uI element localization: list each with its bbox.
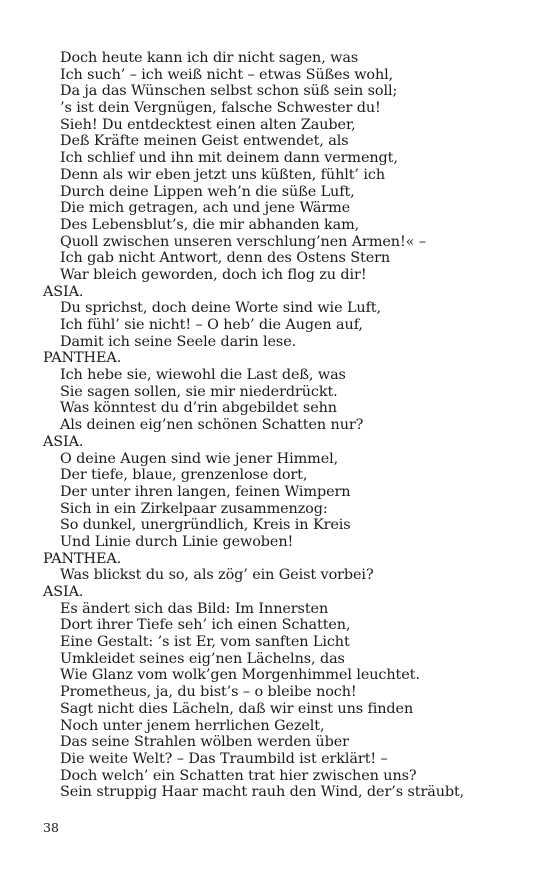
verse-line: Damit ich seine Seele darin lese. bbox=[60, 333, 297, 350]
verse-line: O deine Augen sind wie jener Himmel, bbox=[60, 450, 339, 467]
verse-text-block bbox=[43, 50, 533, 801]
verse-line: Was könntest du d’rin abgebildet sehn bbox=[60, 400, 337, 417]
verse-line: Prometheus, ja, du bist’s – o bleibe noch! bbox=[60, 684, 357, 701]
verse-line: Ich hebe sie, wiewohl die Last deß, was bbox=[60, 367, 346, 384]
verse-line: ’s ist dein Vergnügen, falsche Schwester du! bbox=[60, 100, 381, 117]
verse-line: Sich in ein Zirkelpaar zusammenzog: bbox=[60, 500, 328, 517]
speaker-name: PANTHEA. bbox=[43, 350, 122, 367]
verse-line: Sein struppig Haar macht rauh den Wind, der’s sträubt, bbox=[60, 784, 465, 801]
verse-line: Des Lebensblut’s, die mir abhanden kam, bbox=[60, 216, 360, 233]
verse-line: Ich such’ – ich weiß nicht – etwas Süßes wohl, bbox=[60, 66, 394, 83]
verse-line: Eine Gestalt: ’s ist Er, vom sanften Licht bbox=[60, 634, 350, 651]
verse-line: Deß Kräfte meinen Geist entwendet, als bbox=[60, 133, 349, 150]
verse-line: Ich fühl’ sie nicht! – O heb’ die Augen auf, bbox=[60, 317, 363, 333]
verse-line: Doch welch’ ein Schatten trat hier zwischen uns? bbox=[60, 767, 417, 784]
verse-line: Was blickst du so, als zög’ ein Geist vorbei? bbox=[60, 567, 374, 584]
verse-line: Noch unter jenem herrlichen Gezelt, bbox=[60, 717, 325, 734]
verse-line: Dort ihrer Tiefe seh’ ich einen Schatten, bbox=[60, 617, 351, 634]
verse-line: Quoll zwischen unseren verschlung’nen Armen!« – bbox=[60, 233, 426, 250]
verse-line: Die weite Welt? – Das Traumbild ist erklärt! – bbox=[60, 750, 388, 767]
page-number: 38 bbox=[43, 820, 59, 835]
verse-line: Denn als wir eben jetzt uns küßten, fühlt’ ich bbox=[60, 166, 386, 183]
verse-line: Ich schlief und ihn mit deinem dann vermengt, bbox=[60, 150, 398, 167]
speaker-name: ASIA. bbox=[43, 433, 84, 450]
verse-line: Sieh! Du entdecktest einen alten Zauber, bbox=[60, 116, 356, 133]
verse-line: Der tiefe, blaue, grenzenlose dort, bbox=[60, 467, 308, 484]
verse-line: Durch deine Lippen weh’n die süße Luft, bbox=[60, 183, 355, 200]
verse-line: Und Linie durch Linie gewoben! bbox=[60, 533, 294, 550]
verse-line: Die mich getragen, ach und jene Wärme bbox=[60, 200, 351, 217]
verse-line: Es ändert sich das Bild: Im Innersten bbox=[60, 600, 329, 617]
verse-line: Sie sagen sollen, sie mir niederdrückt. bbox=[60, 383, 338, 400]
verse-line: Als deinen eig’nen schönen Schatten nur? bbox=[60, 417, 364, 434]
speaker-name: ASIA. bbox=[43, 584, 84, 600]
verse-line: Ich gab nicht Antwort, denn des Ostens Stern bbox=[60, 250, 391, 267]
verse-line: Sagt nicht dies Lächeln, daß wir einst uns finden bbox=[60, 700, 414, 717]
verse-line: Das seine Strahlen wölben werden über bbox=[60, 734, 349, 751]
verse-line: So dunkel, unergründlich, Kreis in Kreis bbox=[60, 517, 351, 534]
speaker-name: ASIA. bbox=[43, 283, 84, 300]
verse-line: Wie Glanz vom wolk’gen Morgenhimmel leuchtet. bbox=[60, 667, 420, 684]
verse-line: Der unter ihren langen, feinen Wimpern bbox=[60, 483, 351, 500]
verse-line: Du sprichst, doch deine Worte sind wie Luft, bbox=[60, 300, 381, 317]
verse-line: War bleich geworden, doch ich flog zu dir! bbox=[60, 266, 367, 283]
verse-line: Da ja das Wünschen selbst schon süß sein soll; bbox=[60, 83, 398, 100]
speaker-name: PANTHEA. bbox=[43, 550, 122, 567]
verse-line: Umkleidet seines eig’nen Lächelns, das bbox=[60, 650, 345, 667]
verse-line: Doch heute kann ich dir nicht sagen, was bbox=[60, 50, 359, 66]
